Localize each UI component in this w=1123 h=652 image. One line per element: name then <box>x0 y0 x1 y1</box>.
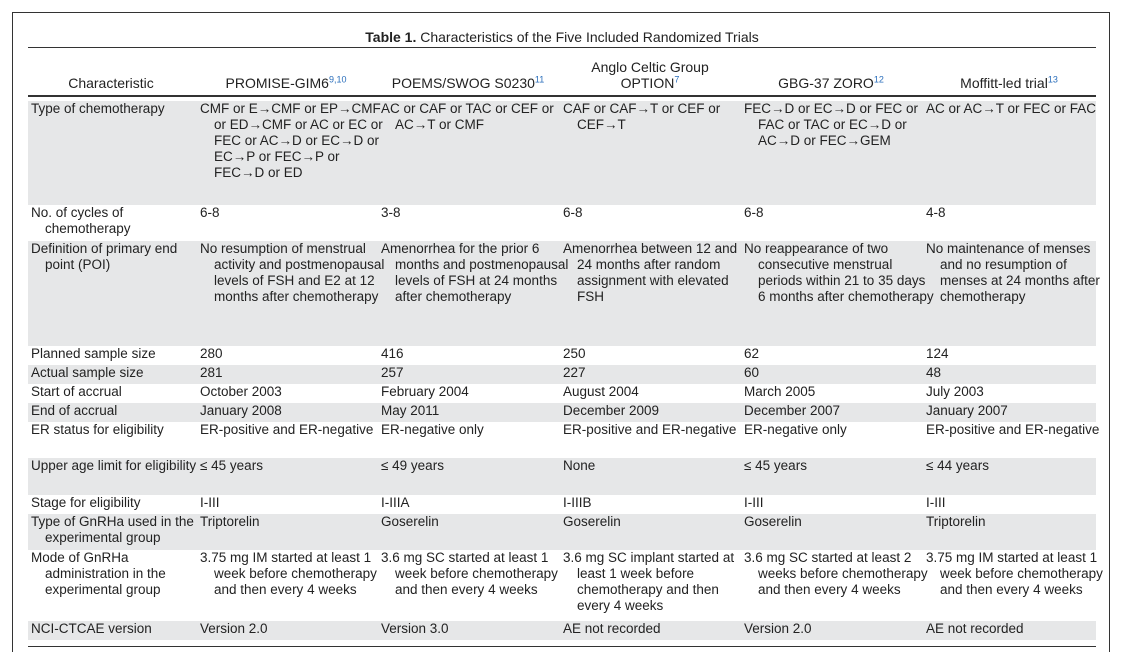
table-row-upper-age-limit <box>28 458 1096 495</box>
table-bottom-rule <box>28 646 1096 647</box>
header-reference: 7 <box>674 74 680 85</box>
table-cell: Version 2.0 <box>744 621 812 636</box>
table-cell: 3.6 mg SC started at least 2 weeks before chemotherapy and then every 4 weeks <box>744 550 928 597</box>
table-cell: 6-8 <box>200 205 220 220</box>
table-cell: January 2007 <box>926 403 1008 418</box>
table-cell: ≤ 45 years <box>744 458 807 473</box>
table-row-cycles-of-chemotherapy <box>28 205 1096 241</box>
header-promise-gim6: PROMISE-GIM6$^{9,10}$ <box>225 74 347 91</box>
table-cell: I-III <box>744 495 764 510</box>
table-cell: 3-8 <box>381 205 401 220</box>
table-cell: 6-8 <box>744 205 764 220</box>
table-row-er-status <box>28 422 1100 458</box>
row-label: Mode of GnRHa administration in the experimental group <box>31 550 166 597</box>
table-cell: Goserelin <box>381 514 439 529</box>
table-cell: ER-negative only <box>744 422 847 437</box>
table-cell: May 2011 <box>381 403 440 418</box>
table-top-rule <box>28 47 1096 48</box>
header-poems-swog: POEMS/SWOG S0230$^{11}$ <box>391 74 545 91</box>
table-cell: AC or AC→T or FEC or FAC <box>926 101 1097 116</box>
table-row-type-of-chemotherapy <box>28 101 1096 205</box>
table-cell: CAF or CAF→T or CEF or CEF→T <box>563 101 721 132</box>
table-cell: ER-positive and ER-negative <box>563 422 737 437</box>
table-cell: ER-positive and ER-negative <box>926 422 1100 437</box>
table-cell: Version 3.0 <box>381 621 449 636</box>
table-cell: 60 <box>744 365 760 380</box>
table-cell: February 2004 <box>381 384 469 399</box>
table-row-gnrha-mode <box>28 550 1103 621</box>
table-row-end-of-accrual <box>28 403 1096 422</box>
header-characteristic: Characteristic <box>68 75 154 91</box>
table-cell: ER-negative only <box>381 422 484 437</box>
table-cell: March 2005 <box>744 384 816 399</box>
table-row-gnrha-type <box>28 514 1096 550</box>
table-cell: Amenorrhea between 12 and 24 months after random assignment with elevated FSH <box>563 241 738 304</box>
row-label: Type of chemotherapy <box>31 101 165 116</box>
table-caption-text: Characteristics of the Five Included Randomized Trials <box>416 29 759 45</box>
table-caption-label: Table 1. <box>365 29 417 45</box>
header-anglo-celtic-option: Anglo Celtic Group OPTION$^7$ <box>591 59 709 91</box>
header-reference: 12 <box>873 74 884 85</box>
table-cell: 6-8 <box>563 205 583 220</box>
table-row-planned-sample-size <box>28 346 1096 365</box>
row-label: Actual sample size <box>31 365 144 380</box>
table-cell: Goserelin <box>744 514 802 529</box>
header-reference: 11 <box>534 74 545 85</box>
table-cell: 281 <box>200 365 223 380</box>
table-cell: October 2003 <box>200 384 282 399</box>
table-cell: Amenorrhea for the prior 6 months and postmenopausal levels of FSH at 24 months after chemotherapy <box>381 241 569 304</box>
row-label: ER status for eligibility <box>31 422 164 437</box>
table-cell: 4-8 <box>926 205 946 220</box>
table-row-primary-end-point <box>28 241 1100 346</box>
table-cell: Goserelin <box>563 514 621 529</box>
table-cell: ≤ 44 years <box>926 458 989 473</box>
table-cell: AE not recorded <box>926 621 1024 636</box>
table-cell: AE not recorded <box>563 621 661 636</box>
row-label: NCI-CTCAE version <box>31 621 152 636</box>
table-header-rule <box>28 95 1096 97</box>
table-cell: Triptorelin <box>926 514 986 529</box>
table-cell: I-III <box>926 495 946 510</box>
frame-border-top <box>12 12 1110 13</box>
table-cell: December 2007 <box>744 403 841 418</box>
row-label: End of accrual <box>31 403 118 418</box>
table-row-nci-ctcae-version <box>28 621 1096 640</box>
table-cell: 280 <box>200 346 223 361</box>
table-cell: No maintenance of menses and no resumption of menses at 24 months after chemotherapy <box>926 241 1100 304</box>
table-cell: August 2004 <box>563 384 639 399</box>
row-label: Definition of primary end point (POI) <box>31 241 178 272</box>
table-caption <box>28 28 1096 46</box>
table-cell: 3.75 mg IM started at least 1 week before chemotherapy and then every 4 weeks <box>926 550 1103 597</box>
header-reference: 13 <box>1047 74 1058 85</box>
header-reference: 9,10 <box>328 74 347 85</box>
header-gbg37-zoro: GBG-37 ZORO$^{12}$ <box>778 74 884 91</box>
table-cell: 250 <box>563 346 586 361</box>
table-cell: January 2008 <box>200 403 282 418</box>
table-cell: 416 <box>381 346 404 361</box>
table-cell: No reappearance of two consecutive menstrual periods within 21 to 35 days 6 months after chemotherapy <box>744 241 934 304</box>
table-row-stage <box>28 495 1096 514</box>
table-cell: CMF or E→CMF or EP→CMF or ED→CMF or AC or EC or FEC or AC→D or EC→D or EC→P or FEC→P or FEC→D or ED <box>200 101 383 180</box>
row-label: Start of accrual <box>31 384 122 399</box>
table-cell: 124 <box>926 346 949 361</box>
table-cell: ≤ 45 years <box>200 458 263 473</box>
table-row-actual-sample-size <box>28 365 1096 384</box>
row-label: Stage for eligibility <box>31 495 141 510</box>
table-cell: I-IIIA <box>381 495 410 510</box>
table-cell: 3.6 mg SC implant started at least 1 week before chemotherapy and then every 4 weeks <box>563 550 735 613</box>
row-label: Upper age limit for eligibility <box>31 458 197 473</box>
frame-border-right <box>1109 12 1110 652</box>
table-cell: No resumption of menstrual activity and postmenopausal levels of FSH and E2 at 12 months after chemotherapy <box>200 241 385 304</box>
table-cell: AC or CAF or TAC or CEF or AC→T or CMF <box>381 101 554 132</box>
table-cell: 3.6 mg SC started at least 1 week before chemotherapy and then every 4 weeks <box>381 550 558 597</box>
table-cell: Triptorelin <box>200 514 260 529</box>
table-cell: 3.75 mg IM started at least 1 week before chemotherapy and then every 4 weeks <box>200 550 377 597</box>
table-cell: 62 <box>744 346 760 361</box>
table-cell: 48 <box>926 365 942 380</box>
table-cell: FEC→D or EC→D or FEC or FAC or TAC or EC→D or AC→D or FEC→GEM <box>744 101 919 148</box>
table-cell: 257 <box>381 365 404 380</box>
table-cell: July 2003 <box>926 384 984 399</box>
header-moffitt-led: Moffitt-led trial$^{13}$ <box>960 74 1058 91</box>
table-cell: ≤ 49 years <box>381 458 444 473</box>
table-cell: Version 2.0 <box>200 621 268 636</box>
table-cell: I-III <box>200 495 220 510</box>
row-label: Planned sample size <box>31 346 156 361</box>
row-label: No. of cycles of chemotherapy <box>31 205 131 236</box>
table-row-start-of-accrual <box>28 384 1096 403</box>
table-cell: 227 <box>563 365 586 380</box>
table-cell: ER-positive and ER-negative <box>200 422 374 437</box>
table-cell: I-IIIB <box>563 495 592 510</box>
frame-border-left <box>12 12 13 652</box>
table-cell: December 2009 <box>563 403 660 418</box>
row-label: Type of GnRHa used in the experimental group <box>31 514 194 545</box>
table-cell: None <box>563 458 596 473</box>
